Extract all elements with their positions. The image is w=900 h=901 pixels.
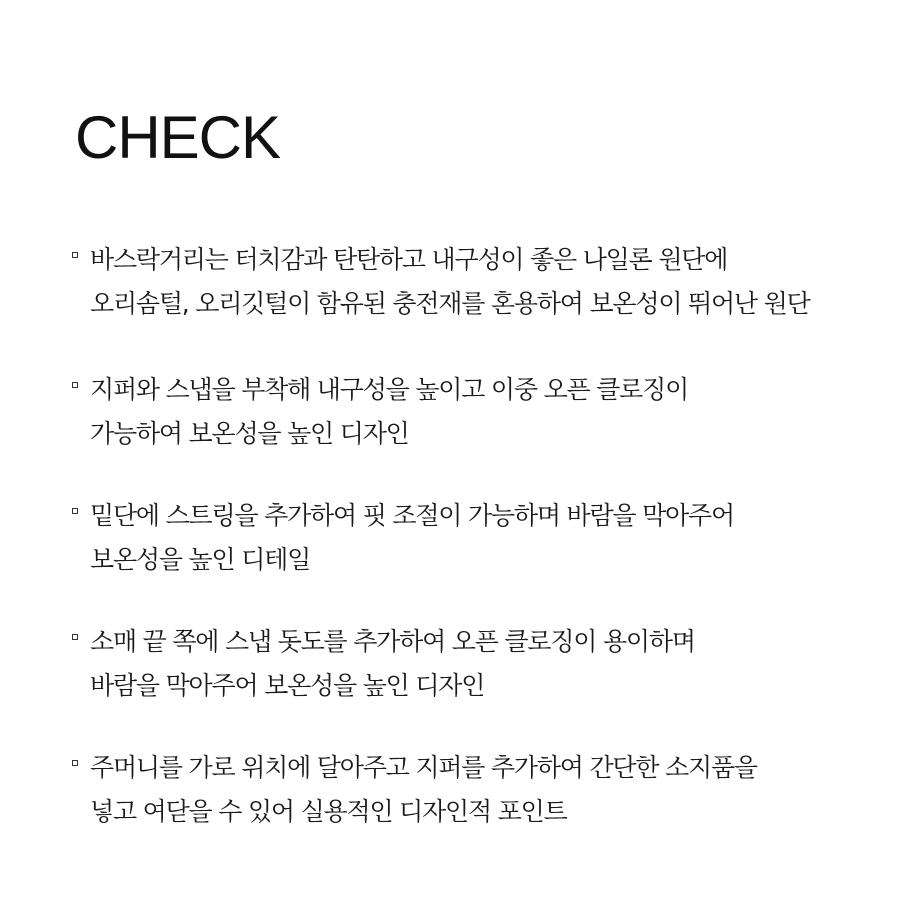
square-bullet-icon	[72, 760, 78, 766]
feature-item-2	[72, 368, 872, 456]
square-bullet-icon	[72, 634, 78, 640]
feature-line: 밑단에 스트링을 추가하여 핏 조절이 가능하며 바람을 막아주어	[90, 501, 734, 530]
feature-item-4	[72, 620, 872, 708]
feature-line: 넣고 여닫을 수 있어 실용적인 디자인적 포인트	[90, 797, 567, 826]
feature-line: 주머니를 가로 위치에 달아주고 지퍼를 추가하여 간단한 소지품을	[90, 753, 757, 782]
feature-line: 지퍼와 스냅을 부착해 내구성을 높이고 이중 오픈 클로징이	[90, 375, 689, 404]
feature-item-3	[72, 494, 872, 582]
feature-line: 가능하여 보온성을 높인 디자인	[90, 419, 409, 448]
feature-item-5	[72, 746, 872, 834]
feature-line: 소매 끝 쪽에 스냅 돗도를 추가하여 오픈 클로징이 용이하며	[90, 627, 695, 656]
feature-item-1	[72, 238, 872, 326]
section-title: CHECK	[75, 104, 281, 171]
feature-line: 보온성을 높인 디테일	[90, 545, 311, 574]
square-bullet-icon	[72, 252, 78, 258]
feature-line: 바스락거리는 터치감과 탄탄하고 내구성이 좋은 나일론 원단에	[90, 245, 728, 274]
feature-line: 오리솜털, 오리깃털이 함유된 충전재를 혼용하여 보온성이 뛰어난 원단	[90, 289, 810, 318]
feature-list	[72, 238, 872, 872]
square-bullet-icon	[72, 382, 78, 388]
square-bullet-icon	[72, 508, 78, 514]
feature-line: 바람을 막아주어 보온성을 높인 디자인	[90, 671, 485, 700]
